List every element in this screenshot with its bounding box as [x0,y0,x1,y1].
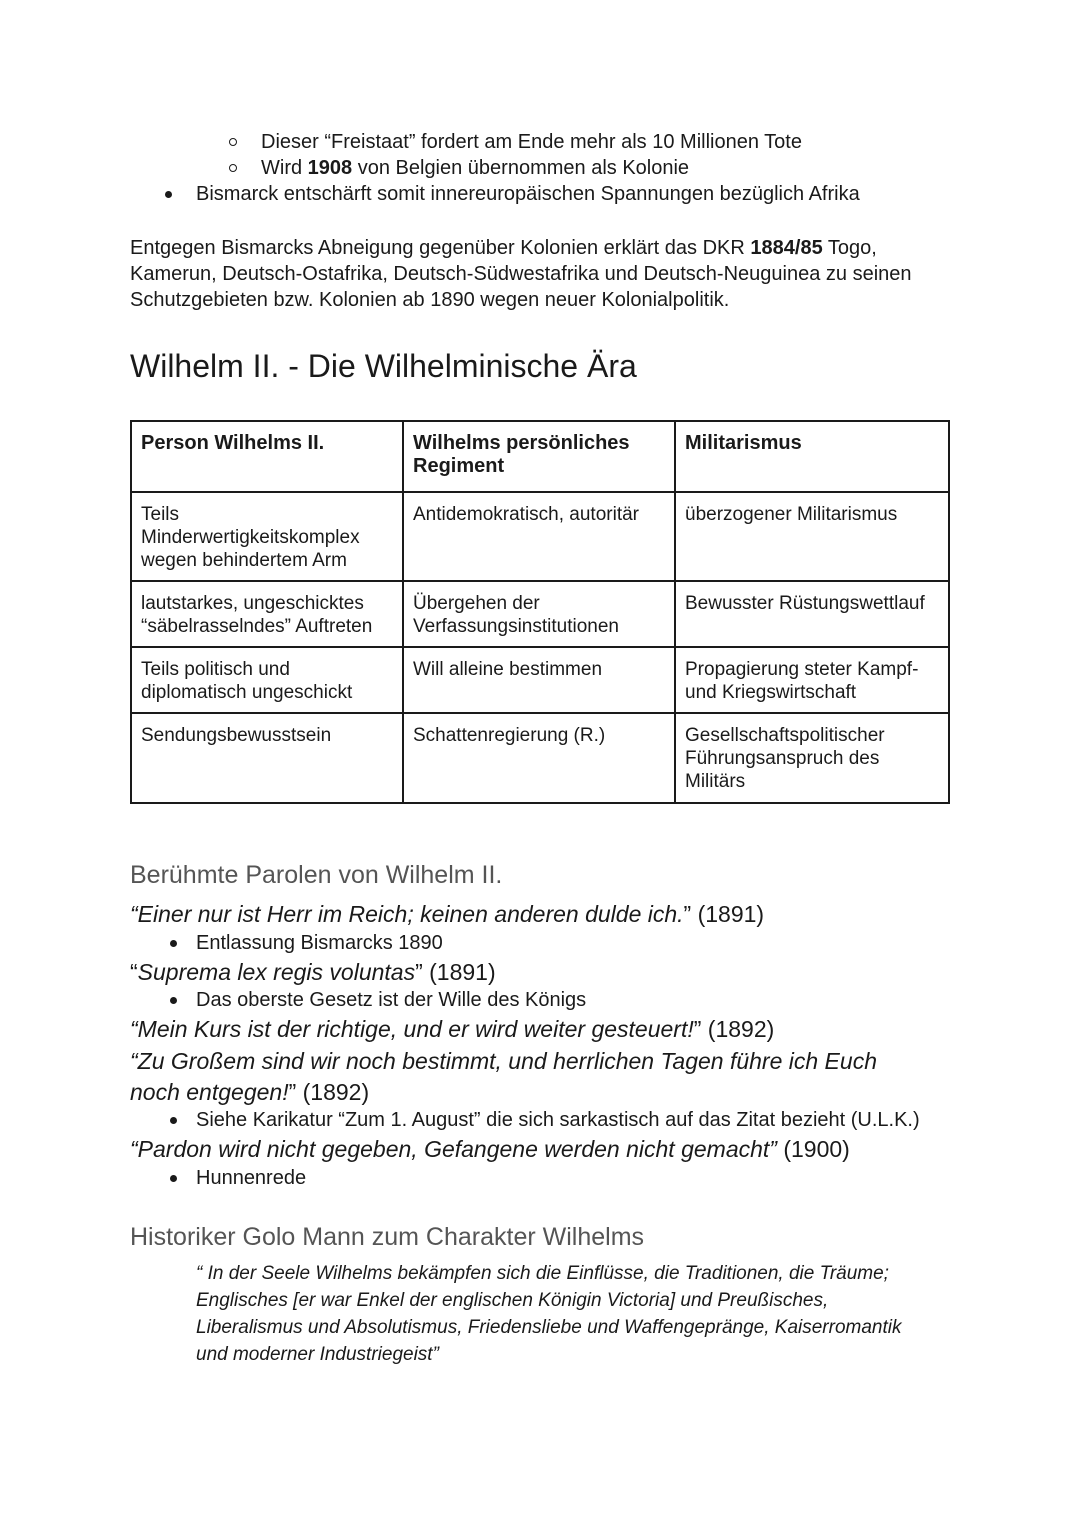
table-row [131,647,949,713]
quote-5 [130,1134,850,1164]
parolen-title: Berühmte Parolen von Wilhelm II. [130,861,503,889]
table-cell: Gesellschaftspolitischer Führungsanspruch des Militärs [675,713,949,803]
golo-mann-quote-line-3: Liberalismus und Absolutismus, Friedensliebe und Waffengepränge, Kaiserromantik [196,1317,902,1338]
golo-mann-title: Historiker Golo Mann zum Charakter Wilhelms [130,1223,645,1251]
table-header-row [131,421,949,492]
bullet-dot-icon [170,940,177,947]
table-row [131,581,949,647]
table-header-cell: Person Wilhelms II. [131,421,403,492]
table-cell: Propagierung steter Kampf- und Kriegswirtschaft [675,647,949,713]
quote-1-note: Entlassung Bismarcks 1890 [196,932,443,954]
quote-2-note: Das oberste Gesetz ist der Wille des Königs [196,989,587,1011]
golo-mann-quote-line-4: und moderner Industriegeist” [196,1344,439,1365]
bullet-dot-icon [170,1117,177,1124]
bullet-ring-icon [229,138,237,146]
paragraph-line-3: Schutzgebieten bzw. Kolonien ab 1890 wegen neuer Kolonialpolitik. [130,289,730,311]
quote-year: ” (1891) [415,959,496,985]
table-cell: überzogener Militarismus [675,492,949,581]
quote-2 [130,957,496,987]
quote-year: ” (1891) [683,901,765,927]
quote-text: “Zu Großem sind wir noch bestimmt, und herrlichen Tagen führe ich Euch [130,1048,877,1074]
quote-text: “Mein Kurs ist der richtige, und er wird weiter gesteuert! [130,1016,694,1042]
bullet-dot-icon [170,1175,177,1182]
table-cell: Teils Minderwertigkeitskomplex wegen behindertem Arm [131,492,403,581]
text: Wird [261,157,308,179]
table-cell: Übergehen der Verfassungsinstitutionen [403,581,675,647]
year-bold: 1908 [307,157,353,179]
quote-4-note: Siehe Karikatur “Zum 1. August” die sich sarkastisch auf das Zitat bezieht (U.L.K.) [196,1109,920,1131]
text: Entgegen Bismarcks Abneigung gegenüber Kolonien erklärt das DKR [130,237,751,259]
quote-mark: “ [130,959,138,985]
quote-text: Suprema lex regis voluntas [137,959,416,985]
quote-text: “Pardon wird nicht gegeben, Gefangene werden nicht gemacht” [130,1136,777,1162]
text: Togo, [822,237,877,259]
quote-5-note: Hunnenrede [196,1167,307,1189]
golo-mann-quote-line-1: “ In der Seele Wilhelms bekämpfen sich die Einflüsse, die Traditionen, die Träume; [196,1263,889,1284]
quote-year: (1900) [776,1136,850,1162]
quote-3 [130,1014,774,1044]
quote-year: ” (1892) [693,1016,775,1042]
table-row [131,713,949,803]
golo-mann-quote-line-2: Englisches [er war Enkel der englischen Königin Victoria] und Preußisches, [196,1290,829,1311]
table-cell: Antidemokratisch, autoritär [403,492,675,581]
table-cell: Teils politisch und diplomatisch ungeschickt [131,647,403,713]
wilhelm-table [130,420,950,804]
quote-year: ” (1892) [288,1079,370,1105]
text: von Belgien übernommen als Kolonie [352,157,690,179]
table-cell: Schattenregierung (R.) [403,713,675,803]
quote-text: “Einer nur ist Herr im Reich; keinen anderen dulde ich. [130,901,684,927]
table-header-cell: Militarismus [675,421,949,492]
table-cell: Will alleine bestimmen [403,647,675,713]
quote-4-line-1 [130,1046,877,1076]
bullet-dot-icon [165,191,172,198]
bullet-dot-icon [170,997,177,1004]
table-cell: lautstarkes, ungeschicktes “säbelrasselndes” Auftreten [131,581,403,647]
table-cell: Sendungsbewusstsein [131,713,403,803]
paragraph-line-1 [130,235,877,261]
section-title: Wilhelm II. - Die Wilhelminische Ära [130,348,637,384]
quote-4-line-2 [130,1077,369,1107]
list-item-1: Bismarck entschärft somit innereuropäischen Spannungen bezüglich Afrika [196,183,860,205]
year-bold: 1884/85 [750,237,823,259]
list-sub-item-1: Dieser “Freistaat” fordert am Ende mehr als 10 Millionen Tote [261,131,802,153]
table-header-cell: Wilhelms persönliches Regiment [403,421,675,492]
table-cell: Bewusster Rüstungswettlauf [675,581,949,647]
quote-1 [130,899,764,929]
quote-text: noch entgegen! [130,1079,289,1105]
list-sub-item-2 [261,155,689,181]
paragraph-line-2: Kamerun, Deutsch-Ostafrika, Deutsch-Südwestafrika und Deutsch-Neuguinea zu seinen [130,263,912,285]
table-row [131,492,949,581]
bullet-ring-icon [229,164,237,172]
